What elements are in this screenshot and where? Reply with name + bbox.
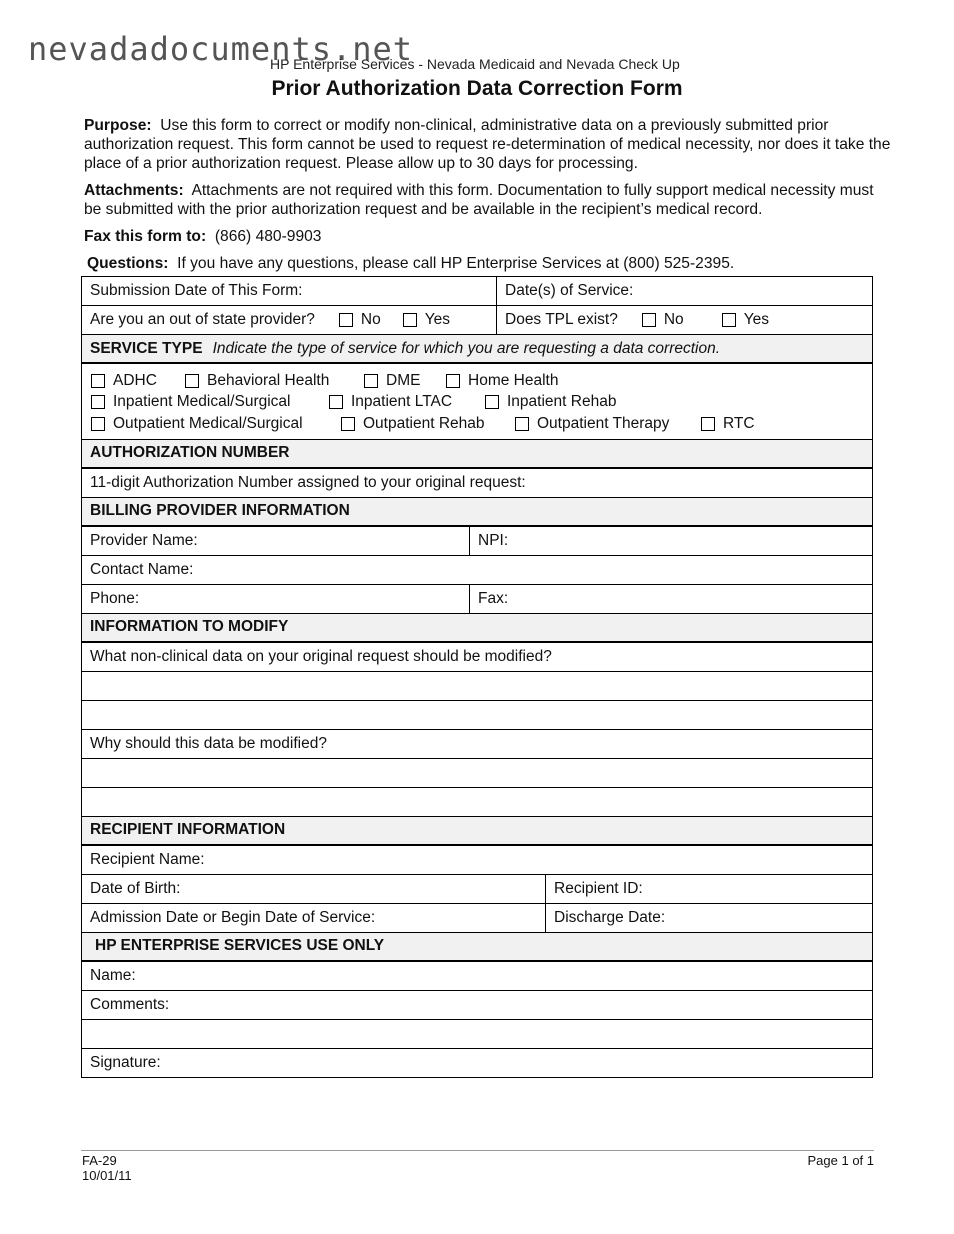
npi-field[interactable]: NPI: (478, 531, 509, 549)
recipient-title: RECIPIENT INFORMATION (90, 821, 286, 838)
tpl-no-checkbox[interactable] (642, 313, 656, 327)
outpatient-rehab-checkbox[interactable] (341, 417, 355, 431)
signature-row (82, 1049, 872, 1078)
phone-field[interactable]: Phone: (82, 585, 470, 613)
out-of-state-no-checkbox[interactable] (339, 313, 353, 327)
tpl-cell (497, 306, 872, 334)
footer-divider (81, 1150, 874, 1151)
outpatient-medical-surgical-label: Outpatient Medical/Surgical (113, 414, 303, 432)
why-blank-row-1[interactable] (82, 759, 872, 788)
fax-number: (866) 480-9903 (214, 228, 322, 245)
attachments-text: Attachments are not required with this form. Documentation to fully support medical necessity must be submitted with the prior authorization request and be available in the recipient’s medical record. (84, 182, 874, 218)
what-blank-row-1[interactable] (82, 672, 872, 701)
dob-row (82, 875, 872, 904)
questions-label: Questions: (87, 255, 169, 272)
out-of-state-label: Are you an out of state provider? (90, 311, 315, 328)
out-of-state-cell (82, 306, 497, 334)
submission-row (82, 277, 872, 306)
submission-date-field[interactable]: Submission Date of This Form: (82, 277, 497, 305)
contact-row (82, 556, 872, 585)
fax-line (84, 227, 894, 246)
fax-field[interactable]: Fax: (478, 589, 509, 607)
outpatient-therapy-label: Outpatient Therapy (537, 414, 670, 432)
provider-row (82, 527, 872, 556)
modify-title: INFORMATION TO MODIFY (90, 618, 289, 635)
home-health-label: Home Health (468, 371, 559, 389)
comments-blank-row[interactable] (82, 1020, 872, 1049)
fax-label: Fax this form to: (84, 228, 207, 245)
tpl-label: Does TPL exist? (505, 311, 618, 328)
rtc-checkbox[interactable] (701, 417, 715, 431)
correction-form (81, 276, 873, 1078)
out-of-state-yes-label: Yes (424, 311, 451, 328)
form-title: Prior Authorization Data Correction Form (271, 77, 683, 100)
recipient-name-row (82, 846, 872, 875)
inpatient-rehab-checkbox[interactable] (485, 395, 499, 409)
authorization-title: AUTHORIZATION NUMBER (90, 444, 290, 461)
admission-row (82, 904, 872, 933)
form-date: 10/01/11 (82, 1168, 132, 1183)
attachments-label: Attachments: (84, 182, 184, 199)
inpatient-ltac-label: Inpatient LTAC (351, 393, 453, 411)
purpose-text: Use this form to correct or modify non-clinical, administrative data on a previously submitted prior authorization request. This form cannot be used to request re-determination of medical necessity, nor does it take the place of a prior authorization request. Please allow up to 30 days for processing. (84, 117, 891, 172)
service-type-note: Indicate the type of service for which you are requesting a data correction. (212, 339, 721, 357)
inpatient-medical-surgical-label: Inpatient Medical/Surgical (113, 393, 291, 411)
provider-questions-row (82, 306, 872, 335)
what-modify-field[interactable]: What non-clinical data on your original request should be modified? (90, 647, 552, 665)
adhc-checkbox[interactable] (91, 374, 105, 388)
outpatient-medical-surgical-checkbox[interactable] (91, 417, 105, 431)
tpl-yes-checkbox[interactable] (722, 313, 736, 327)
admission-date-field[interactable]: Admission Date or Begin Date of Service: (82, 904, 546, 932)
tpl-no-label: No (663, 311, 684, 328)
agency-header: HP Enterprise Services - Nevada Medicaid and Nevada Check Up (270, 56, 680, 72)
why-modify-field[interactable]: Why should this data be modified? (90, 734, 327, 752)
why-row (82, 730, 872, 759)
inpatient-medical-surgical-checkbox[interactable] (91, 395, 105, 409)
tpl-yes-label: Yes (743, 311, 769, 328)
questions-text: If you have any questions, please call HP Enterprise Services at (800) 525-2395. (177, 255, 735, 272)
dme-label: DME (386, 371, 421, 389)
hp-name-field[interactable]: Name: (90, 966, 136, 984)
what-row (82, 643, 872, 672)
date-of-birth-field[interactable]: Date of Birth: (82, 875, 546, 903)
discharge-date-field[interactable]: Discharge Date: (554, 908, 666, 926)
page-number: Page 1 of 1 (807, 1153, 874, 1168)
comments-field[interactable]: Comments: (90, 995, 170, 1013)
home-health-checkbox[interactable] (446, 374, 460, 388)
hp-use-title: HP ENTERPRISE SERVICES USE ONLY (95, 937, 385, 954)
purpose-paragraph (84, 116, 894, 173)
why-blank-row-2[interactable] (82, 788, 872, 817)
inpatient-rehab-label: Inpatient Rehab (507, 393, 617, 411)
phone-row (82, 585, 872, 614)
authorization-number-field[interactable]: 11-digit Authorization Number assigned to your original request: (90, 473, 526, 491)
outpatient-therapy-checkbox[interactable] (515, 417, 529, 431)
service-type-header (82, 335, 872, 364)
rtc-label: RTC (723, 414, 755, 432)
watermark: nevadadocuments.net (28, 30, 414, 68)
recipient-id-field[interactable]: Recipient ID: (554, 879, 643, 897)
billing-title: BILLING PROVIDER INFORMATION (90, 502, 350, 519)
signature-field[interactable]: Signature: (90, 1053, 161, 1071)
behavioral-health-checkbox[interactable] (185, 374, 199, 388)
out-of-state-yes-checkbox[interactable] (403, 313, 417, 327)
modify-header (82, 614, 872, 643)
attachments-paragraph (84, 181, 894, 219)
hp-name-row (82, 962, 872, 991)
behavioral-health-label: Behavioral Health (207, 371, 330, 389)
form-id: FA-29 (82, 1153, 117, 1168)
service-options (82, 364, 872, 440)
inpatient-ltac-checkbox[interactable] (329, 395, 343, 409)
recipient-header (82, 817, 872, 846)
dme-checkbox[interactable] (364, 374, 378, 388)
outpatient-rehab-label: Outpatient Rehab (363, 414, 485, 432)
out-of-state-no-label: No (360, 311, 381, 328)
dates-of-service-field[interactable]: Date(s) of Service: (505, 282, 634, 299)
billing-header (82, 498, 872, 527)
provider-name-field[interactable]: Provider Name: (82, 527, 470, 555)
adhc-label: ADHC (113, 371, 157, 389)
hp-use-header (82, 933, 872, 962)
service-type-title: SERVICE TYPE (90, 339, 203, 357)
contact-name-field[interactable]: Contact Name: (90, 560, 194, 578)
purpose-label: Purpose: (84, 117, 152, 134)
authorization-row (82, 469, 872, 498)
what-blank-row-2[interactable] (82, 701, 872, 730)
comments-row (82, 991, 872, 1020)
authorization-header (82, 440, 872, 469)
recipient-name-field[interactable]: Recipient Name: (90, 850, 205, 868)
questions-line (87, 254, 897, 273)
